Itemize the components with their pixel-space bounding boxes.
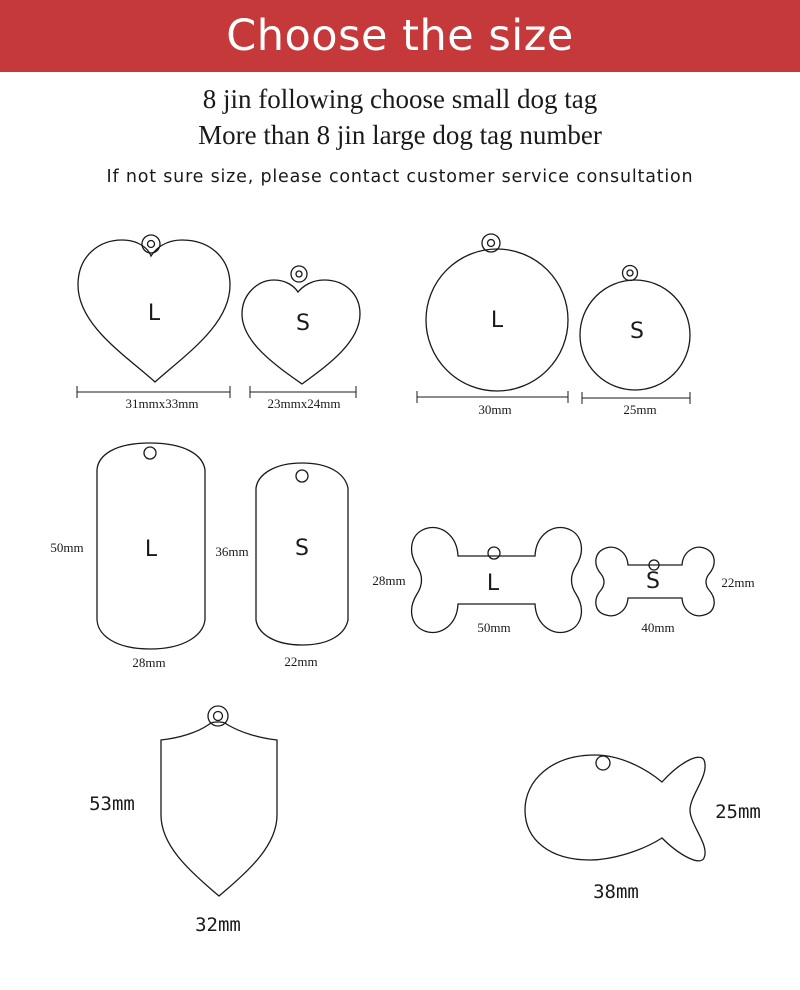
page-title: Choose the size [226, 11, 574, 61]
heart-small-hole [296, 271, 302, 277]
round-large-tag [417, 234, 568, 417]
military-small-hole [296, 470, 308, 482]
round-large-label: L [490, 308, 504, 333]
bone-large-hole [488, 547, 500, 559]
intro-line-large: More than 8 jin large dog tag number [198, 120, 602, 150]
round-small-hole [627, 270, 633, 276]
bone-large-width: 50mm [477, 620, 511, 635]
fish-tag [525, 755, 761, 903]
bone-small-width: 40mm [641, 620, 675, 635]
military-small-tag [215, 463, 348, 669]
heart-small-size: 23mmx24mm [267, 396, 341, 411]
round-small-tag [580, 266, 690, 418]
military-small-height: 36mm [215, 544, 249, 559]
round-large-hole [488, 240, 495, 247]
heart-large-ring [142, 235, 160, 253]
fish-height: 25mm [715, 801, 761, 823]
shield-ring [208, 706, 228, 726]
bone-small-tag [596, 547, 755, 635]
shield-outline [161, 722, 277, 896]
round-large-size: 30mm [478, 402, 512, 417]
heart-large-label: L [147, 301, 161, 326]
heart-large-hole [148, 241, 155, 248]
bone-small-label: S [646, 569, 660, 594]
heart-small-ring [291, 266, 307, 282]
military-large-hole [144, 447, 156, 459]
military-large-tag [50, 443, 205, 670]
round-small-ring [623, 266, 638, 281]
military-small-label: S [295, 536, 309, 561]
shield-hole [214, 712, 223, 721]
bone-small-height: 22mm [721, 575, 755, 590]
heart-large-size: 31mmx33mm [125, 396, 199, 411]
military-small-width: 22mm [284, 654, 318, 669]
heart-small-tag [242, 266, 360, 411]
bone-large-label: L [486, 571, 500, 596]
round-small-size: 25mm [623, 402, 657, 417]
bone-large-height: 28mm [372, 573, 406, 588]
round-small-label: S [630, 319, 644, 344]
military-large-width: 28mm [132, 655, 166, 670]
military-large-label: L [144, 537, 158, 562]
heart-large-tag [77, 235, 230, 411]
fish-outline [525, 755, 705, 861]
bone-large-tag [372, 527, 581, 635]
fish-width: 38mm [593, 881, 639, 903]
shield-tag [89, 706, 277, 936]
shield-width: 32mm [195, 914, 241, 936]
heart-small-label: S [296, 311, 310, 336]
intro-line-small: 8 jin following choose small dog tag [202, 84, 598, 114]
fish-eye-hole [596, 756, 610, 770]
shield-height: 53mm [89, 793, 135, 815]
contact-note: If not sure size, please contact customer service consultation [106, 167, 694, 187]
military-large-height: 50mm [50, 540, 84, 555]
